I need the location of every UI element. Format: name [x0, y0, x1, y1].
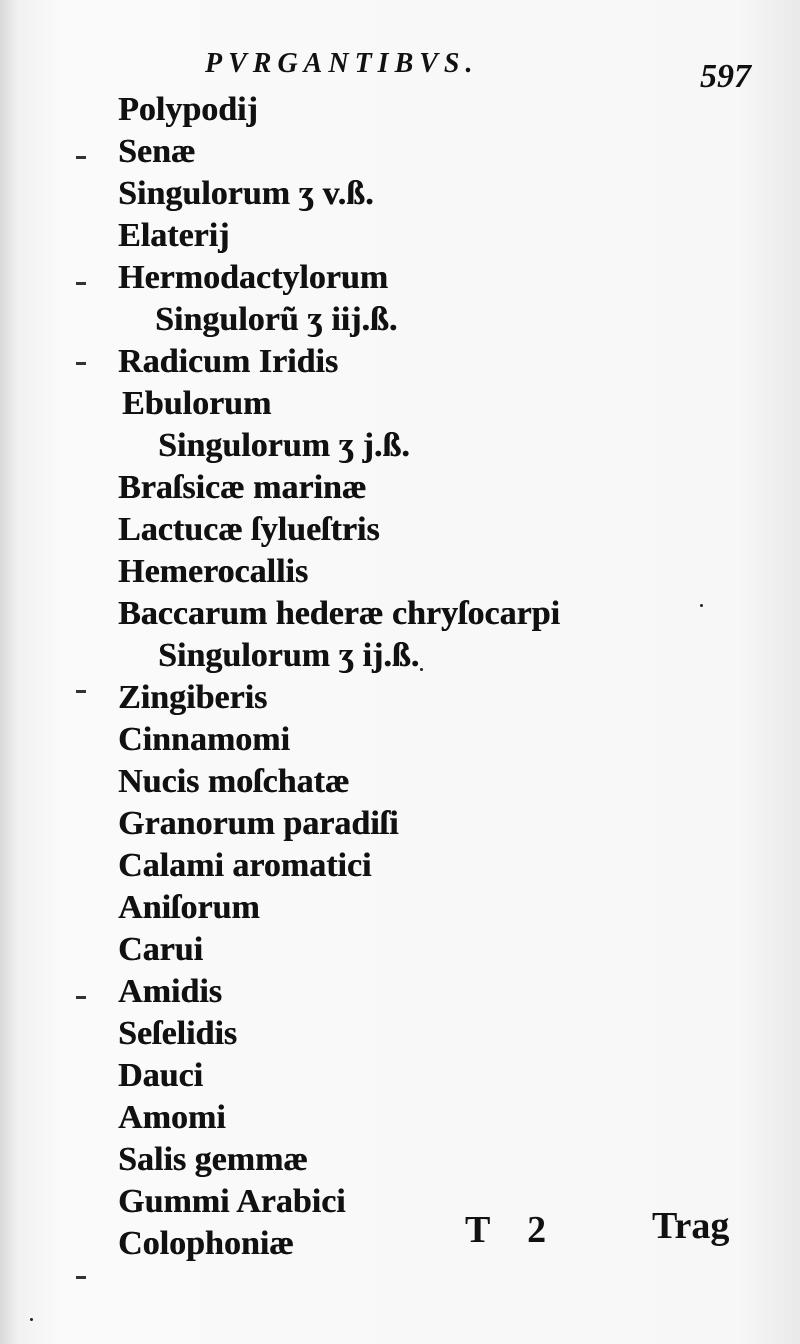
margin-mark	[76, 156, 86, 159]
list-item: Aniſorum	[118, 889, 260, 926]
list-item: Hemerocallis	[118, 553, 309, 590]
list-item: Singulorũ ʒ iij.ß.	[155, 301, 398, 338]
list-item: Singulorum ʒ v.ß.	[118, 175, 374, 212]
list-item: Radicum Iridis	[118, 343, 339, 380]
list-item: Amomi	[118, 1099, 226, 1136]
list-item: Braſsicæ marinæ	[118, 469, 367, 506]
list-item: Singulorum ʒ j.ß.	[158, 427, 410, 464]
ink-speck	[420, 668, 423, 671]
catchword: Trag	[652, 1205, 730, 1247]
margin-mark	[76, 1276, 86, 1279]
margin-mark	[76, 282, 86, 285]
list-item: Senæ	[118, 133, 196, 170]
signature-mark: T 2	[465, 1209, 547, 1251]
list-item: Salis gemmæ	[118, 1141, 308, 1178]
ink-speck	[700, 604, 703, 607]
margin-mark	[76, 362, 86, 365]
list-item: Seſelidis	[118, 1015, 238, 1052]
list-item: Gummi Arabici	[118, 1183, 346, 1220]
list-item: Granorum paradiſi	[118, 805, 399, 842]
list-item: Elaterij	[118, 217, 230, 254]
list-item: Ebulorum	[122, 385, 272, 422]
list-item: Amidis	[118, 973, 222, 1010]
list-item: Singulorum ʒ ij.ß.	[158, 637, 420, 674]
list-item: Hermodactylorum	[118, 259, 389, 296]
running-head: PVRGANTIBVS.	[205, 48, 479, 79]
ink-speck	[30, 1318, 33, 1321]
list-item: Zingiberis	[118, 679, 268, 716]
list-item: Baccarum hederæ chryſocarpi	[118, 595, 560, 632]
list-item: Polypodij	[118, 91, 258, 128]
list-item: Cinnamomi	[118, 721, 290, 758]
page-number: 597	[700, 58, 751, 95]
margin-mark	[76, 690, 86, 693]
list-item: Calami aromatici	[118, 847, 372, 884]
list-item: Colophoniæ	[118, 1225, 294, 1262]
list-item: Carui	[118, 931, 203, 968]
list-item: Nucis moſchatæ	[118, 763, 350, 800]
margin-mark	[76, 996, 86, 999]
list-item: Lactucæ ſylueſtris	[118, 511, 380, 548]
list-item: Dauci	[118, 1057, 203, 1094]
